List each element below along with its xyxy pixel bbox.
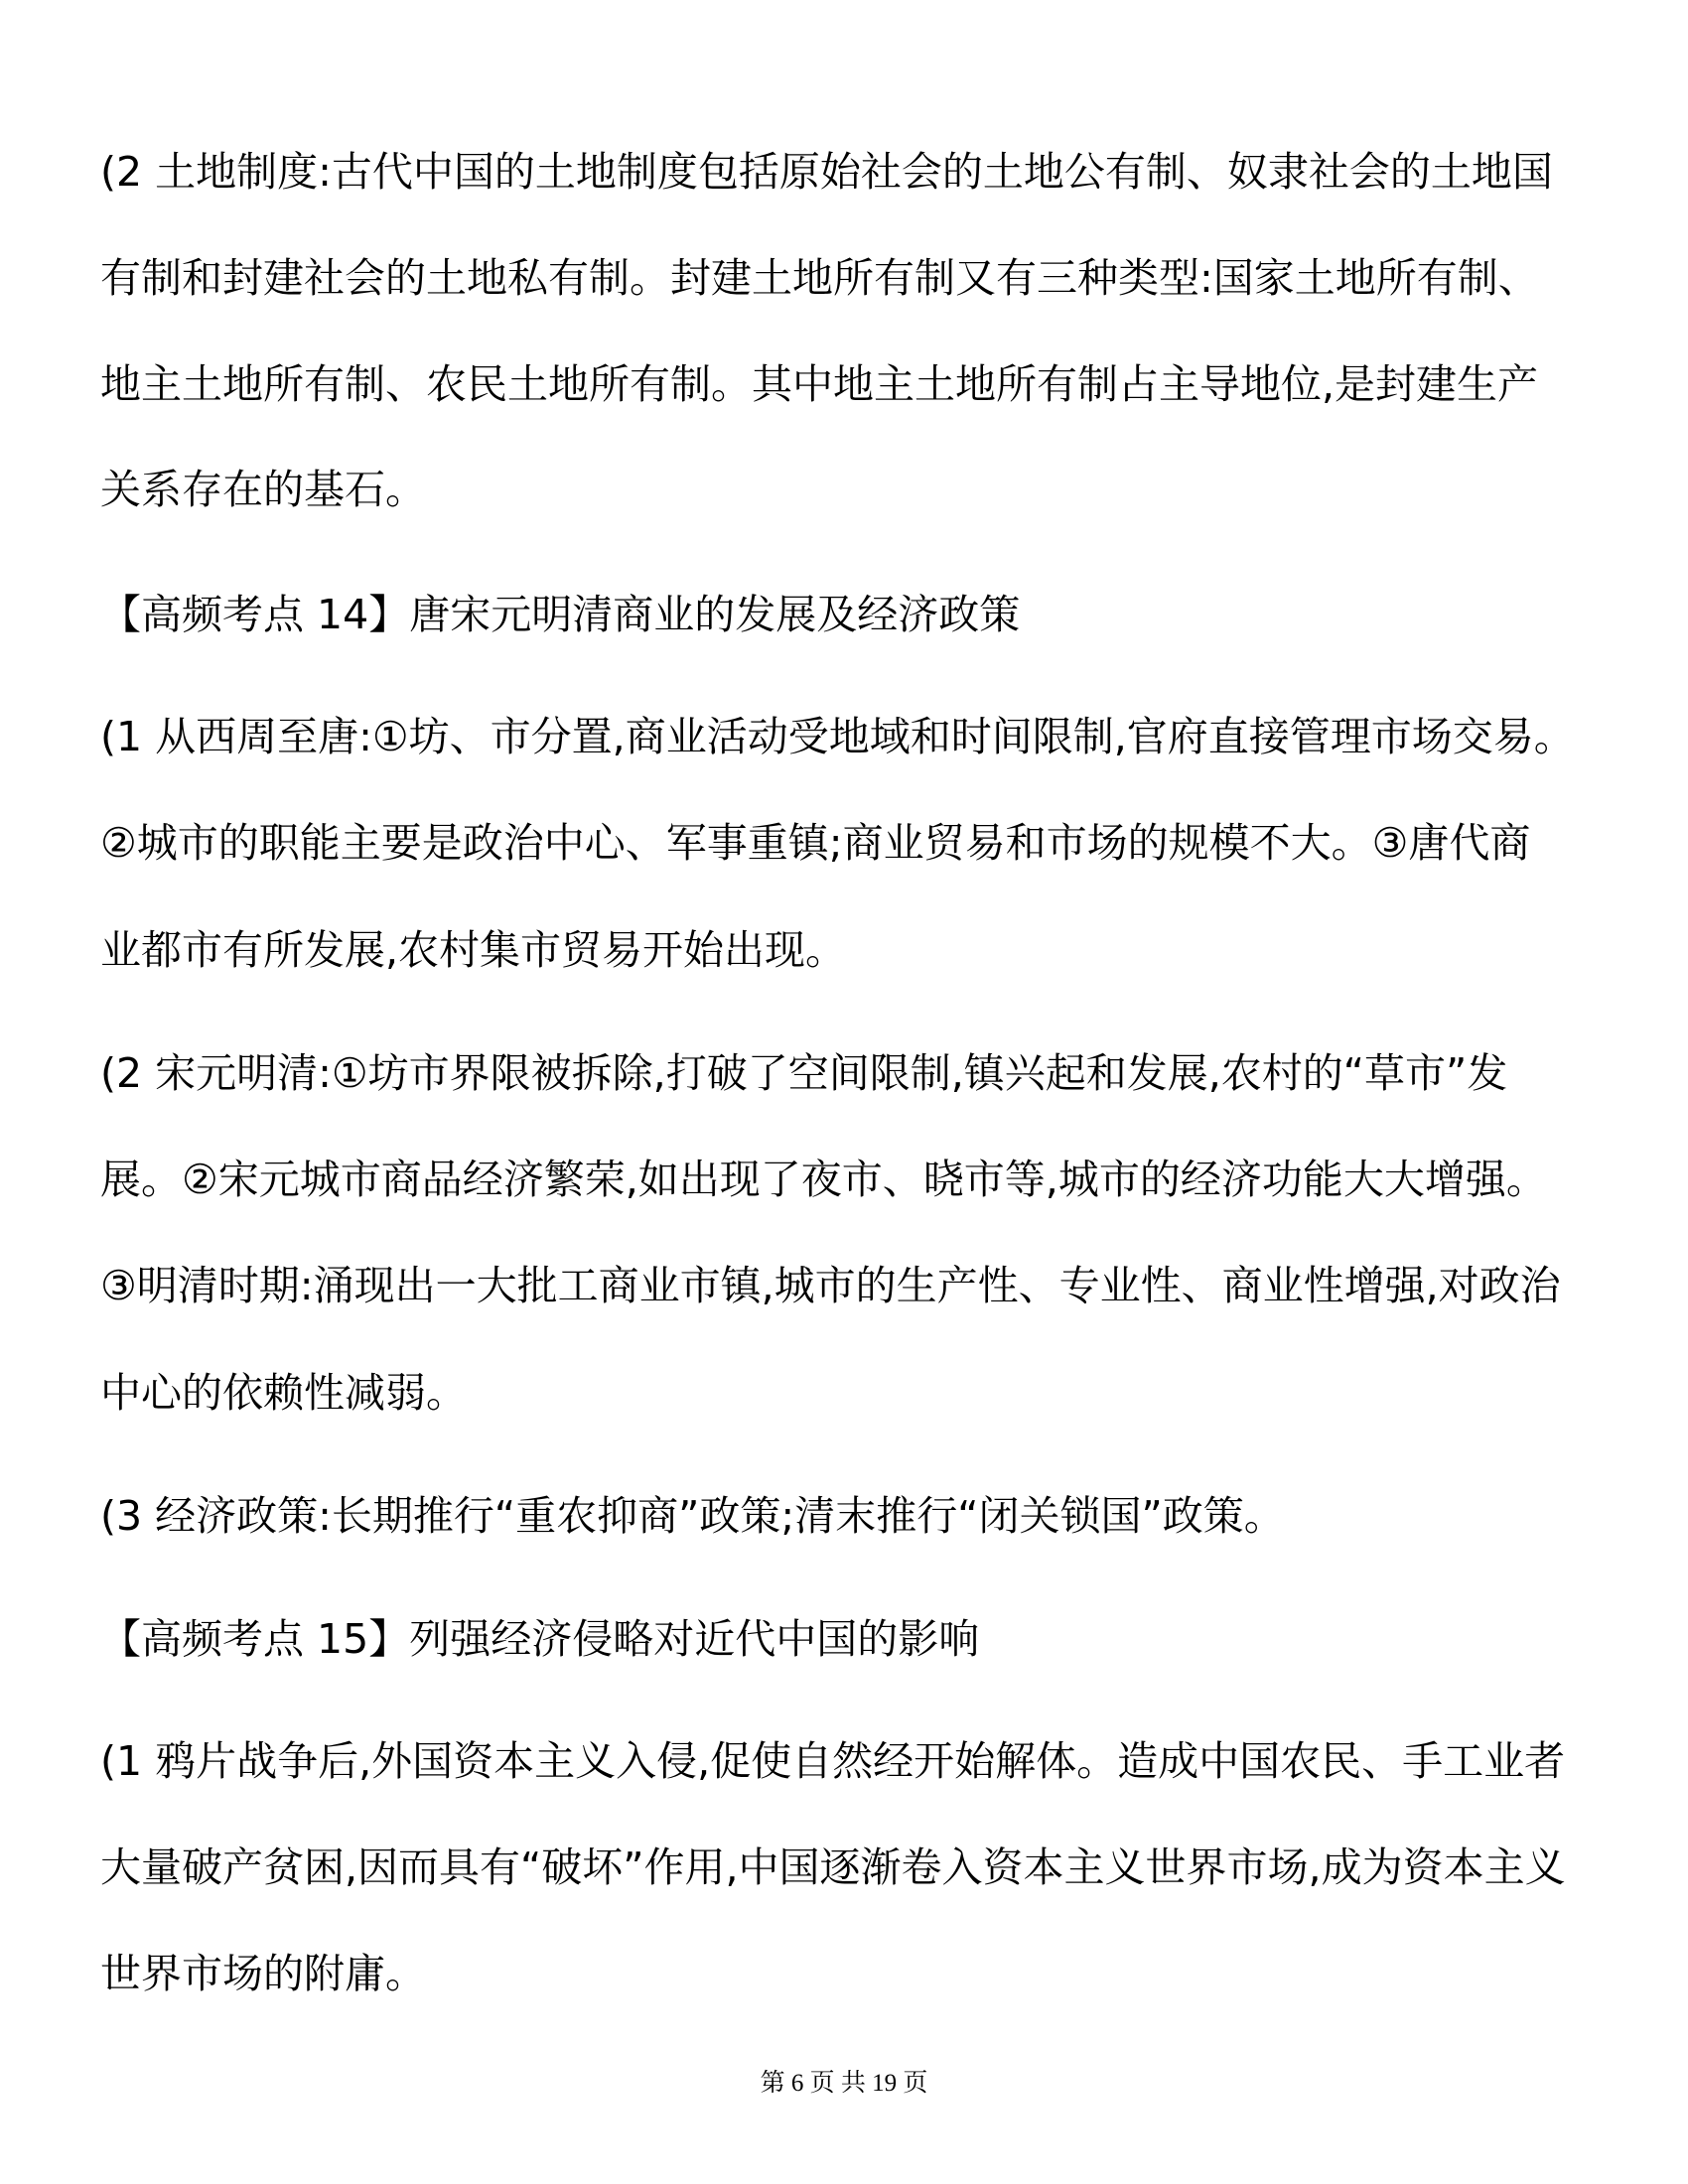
paragraph-line: 业都市有所发展,农村集市贸易开始出现。 [100, 926, 847, 974]
paragraph-line: 大量破产贫困,因而具有“破坏”作用,中国逐渐卷入资本主义世界市场,成为资本主义 [100, 1843, 1566, 1891]
paragraph-line: 关系存在的基石。 [100, 466, 426, 513]
section-heading: 【高频考点 15】列强经济侵略对近代中国的影响 [100, 1615, 980, 1663]
paragraph-line: 地主土地所有制、农民土地所有制。其中地主土地所有制占主导地位,是封建生产 [100, 360, 1539, 408]
paragraph-line: ③明清时期:涌现出一大批工商业市镇,城市的生产性、专业性、商业性增强,对政治 [100, 1262, 1561, 1309]
paragraph-line: 有制和封建社会的土地私有制。封建土地所有制又有三种类型:国家土地所有制、 [100, 254, 1539, 302]
section-heading: 【高频考点 14】唐宋元明清商业的发展及经济政策 [100, 591, 1021, 638]
paragraph-line: (3 经济政策:长期推行“重农抑商”政策;清末推行“闭关锁国”政策。 [100, 1492, 1285, 1540]
paragraph-line: 中心的依赖性减弱。 [100, 1369, 467, 1417]
paragraph-line: 世界市场的附庸。 [100, 1950, 426, 1997]
paragraph-line: ②城市的职能主要是政治中心、军事重镇;商业贸易和市场的规模不大。③唐代商 [100, 819, 1531, 867]
paragraph-line: (2 土地制度:古代中国的土地制度包括原始社会的土地公有制、奴隶社会的土地国 [100, 148, 1553, 196]
page-number: 第 6 页 共 19 页 [760, 2070, 928, 2097]
paragraph-line: (2 宋元明清:①坊市界限被拆除,打破了空间限制,镇兴起和发展,农村的“草市”发 [100, 1049, 1508, 1097]
paragraph-line: (1 鸦片战争后,外国资本主义入侵,促使自然经开始解体。造成中国农民、手工业者 [100, 1737, 1566, 1785]
paragraph-line: (1 从西周至唐:①坊、市分置,商业活动受地域和时间限制,官府直接管理市场交易。 [100, 713, 1575, 760]
paragraph-line: 展。②宋元城市商品经济繁荣,如出现了夜市、晓市等,城市的经济功能大大增强。 [100, 1156, 1547, 1203]
